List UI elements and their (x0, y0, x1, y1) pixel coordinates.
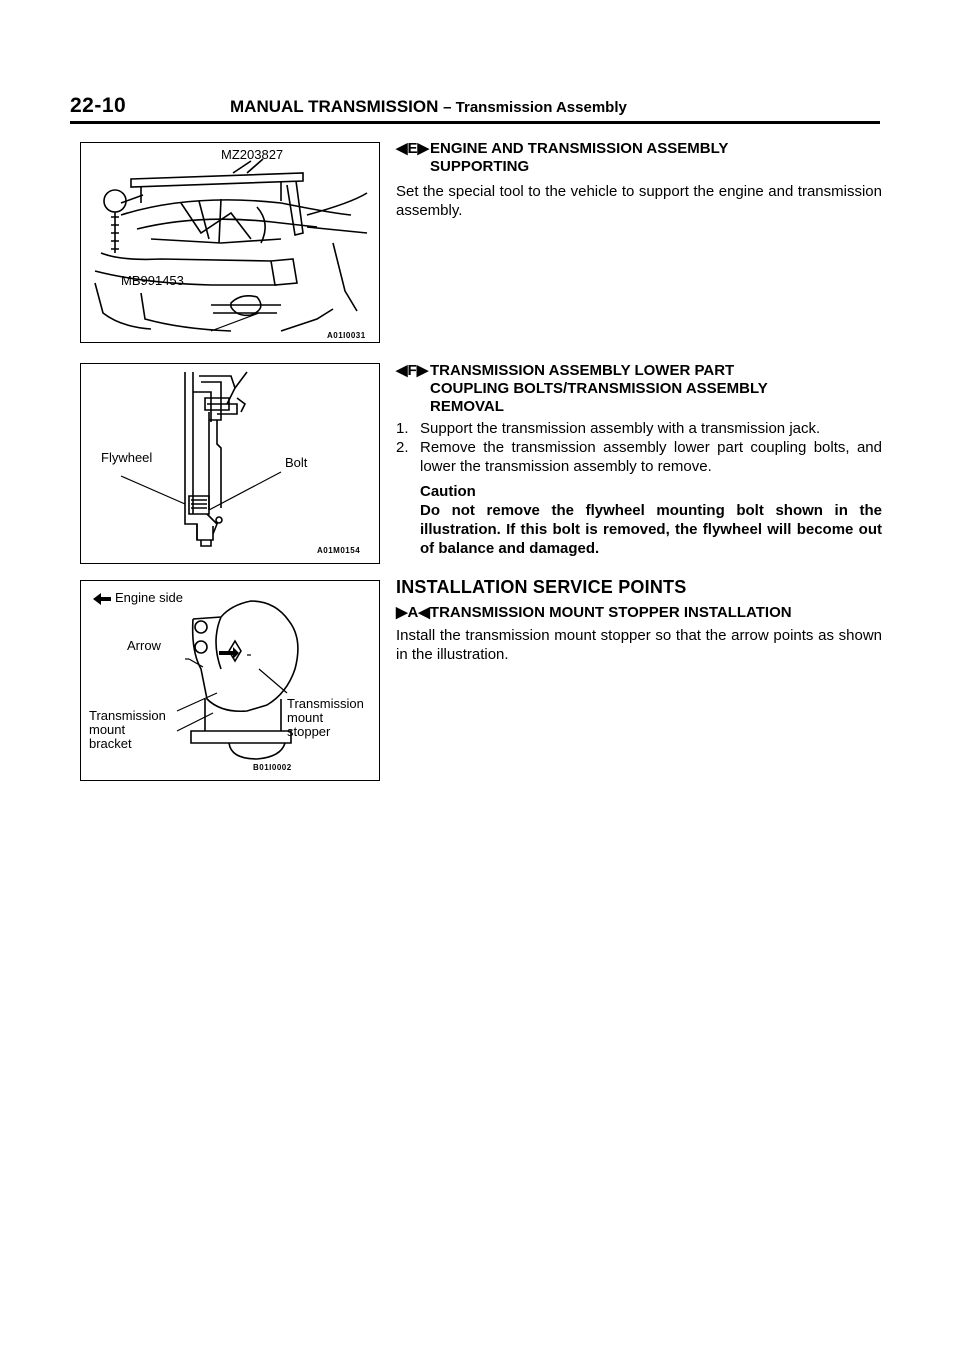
engine-side-arrow-icon (93, 593, 111, 605)
figure-mount-stopper (80, 580, 380, 781)
figure-flywheel-bolt (80, 363, 380, 564)
section-e-mark: ◀E▶ (396, 140, 430, 157)
page-title (230, 97, 627, 117)
step-1-text: Support the transmission assembly with a transmission jack. (420, 420, 821, 437)
label-bracket-line2: mount (89, 722, 126, 737)
special-tool-illustration (81, 143, 379, 342)
label-engine-side: Engine side (115, 590, 183, 605)
label-stopper-line2: mount (287, 710, 324, 725)
label-bracket-line1: Transmission (89, 708, 166, 723)
step-1-number: 1. (396, 420, 409, 437)
figure-code: A01I0031 (327, 331, 366, 340)
label-bracket-line3: bracket (89, 736, 132, 751)
figure-special-tool (80, 142, 380, 343)
section-f-heading-line3: REMOVAL (430, 398, 504, 415)
step-2-number: 2. (396, 439, 409, 456)
figure-code: B01I0002 (253, 763, 292, 772)
installation-body: Install the transmission mount stopper so that the arrow points as shown in the illustration. (396, 627, 882, 663)
step-2 (396, 438, 882, 476)
installation-subheading-text: TRANSMISSION MOUNT STOPPER INSTALLATION (429, 604, 792, 621)
caution-title: Caution (420, 483, 476, 500)
label-arrow: Arrow (127, 638, 161, 653)
section-e-body: Set the special tool to the vehicle to support the engine and transmission assembly. (396, 183, 882, 219)
section-e-heading-line2: SUPPORTING (430, 158, 530, 175)
section-f-heading (396, 362, 882, 416)
page-subtitle: – Transmission Assembly (443, 99, 627, 116)
section-f-heading-line1: TRANSMISSION ASSEMBLY LOWER PART (430, 362, 735, 379)
label-stopper-line3: stopper (287, 724, 331, 739)
page-title-main: MANUAL TRANSMISSION (230, 97, 439, 116)
label-flywheel: Flywheel (101, 450, 153, 465)
installation-subheading (396, 603, 882, 622)
step-1 (396, 419, 882, 438)
page-number: 22-10 (70, 94, 127, 117)
figure-code: A01M0154 (317, 546, 361, 555)
section-installation (396, 578, 882, 664)
section-f-mark: ◀F▶ (396, 362, 429, 379)
section-engine-support (396, 140, 882, 220)
page-header (70, 94, 880, 120)
section-transmission-removal (396, 362, 882, 558)
caution-text: Do not remove the flywheel mounting bolt shown in the illustration. If this bolt is removed, the flywheel will become out of balance and damaged. (420, 502, 882, 557)
installation-heading: INSTALLATION SERVICE POINTS (396, 577, 687, 597)
section-e-heading (396, 140, 882, 176)
label-stopper-line1: Transmission (287, 696, 364, 711)
installation-mark: ▶A◀ (396, 604, 430, 621)
label-mb991453: MB991453 (121, 273, 184, 288)
direction-arrow-icon (219, 647, 239, 659)
section-f-heading-line2: COUPLING BOLTS/TRANSMISSION ASSEMBLY (430, 380, 768, 397)
step-2-text: Remove the transmission assembly lower part coupling bolts, and lower the transmission assembly to remove. (420, 439, 882, 475)
caution-box (396, 482, 882, 558)
label-mz203827: MZ203827 (221, 147, 284, 162)
label-bolt: Bolt (285, 455, 308, 470)
section-e-heading-line1: ENGINE AND TRANSMISSION ASSEMBLY (430, 140, 729, 157)
header-divider (70, 121, 880, 124)
